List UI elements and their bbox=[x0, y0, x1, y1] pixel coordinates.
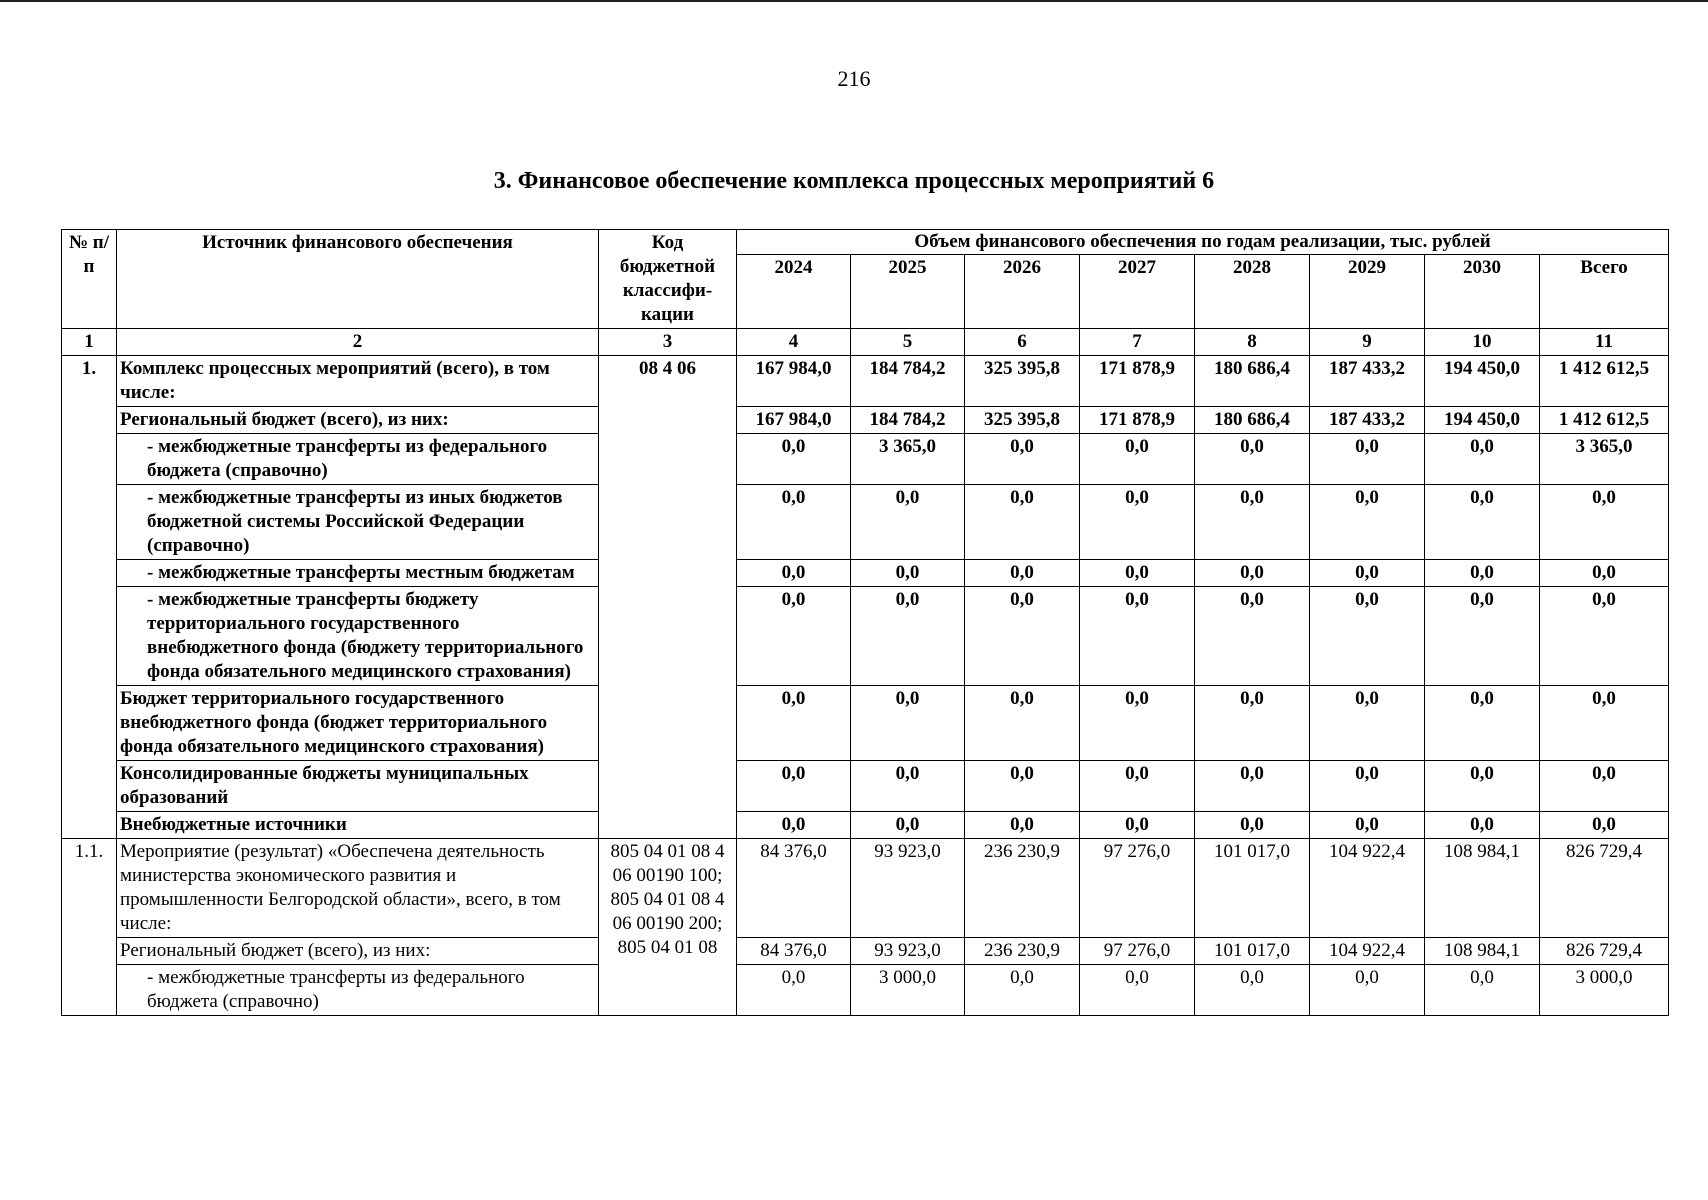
value-cell: 0,0 bbox=[1195, 812, 1310, 839]
source-label: Бюджет территориального государственного внебюджетного фонда (бюджет территориального фонда обязательного медицинского страхования) bbox=[117, 686, 599, 761]
group-2-body bbox=[62, 839, 1669, 1016]
value-cell: 325 395,8 bbox=[965, 356, 1080, 407]
value-cell: 0,0 bbox=[1080, 434, 1195, 485]
value-cell: 180 686,4 bbox=[1195, 407, 1310, 434]
source-label: - межбюджетные трансферты местным бюджетам bbox=[117, 560, 599, 587]
value-total: 0,0 bbox=[1540, 812, 1669, 839]
header-num: № п/п bbox=[62, 230, 117, 329]
index-cell: 3 bbox=[599, 329, 737, 356]
table-row bbox=[62, 587, 1669, 686]
header-code: Код бюджетной классифи-кации bbox=[599, 230, 737, 329]
table-row bbox=[62, 761, 1669, 812]
value-cell: 0,0 bbox=[1425, 965, 1540, 1016]
value-cell: 108 984,1 bbox=[1425, 839, 1540, 938]
value-cell: 0,0 bbox=[965, 761, 1080, 812]
value-cell: 97 276,0 bbox=[1080, 938, 1195, 965]
value-cell: 0,0 bbox=[737, 965, 851, 1016]
table-row bbox=[62, 965, 1669, 1016]
source-label: Мероприятие (результат) «Обеспечена деятельность министерства экономического развития и промышленности Белгородской области», всего, в том числе: bbox=[117, 839, 599, 938]
value-cell: 0,0 bbox=[851, 587, 965, 686]
index-cell: 9 bbox=[1310, 329, 1425, 356]
value-cell: 0,0 bbox=[1425, 587, 1540, 686]
index-cell: 1 bbox=[62, 329, 117, 356]
value-cell: 0,0 bbox=[1195, 434, 1310, 485]
value-cell: 171 878,9 bbox=[1080, 407, 1195, 434]
value-cell: 180 686,4 bbox=[1195, 356, 1310, 407]
value-cell: 104 922,4 bbox=[1310, 839, 1425, 938]
index-cell: 11 bbox=[1540, 329, 1669, 356]
value-cell: 167 984,0 bbox=[737, 356, 851, 407]
value-total: 0,0 bbox=[1540, 587, 1669, 686]
table-row bbox=[62, 686, 1669, 761]
value-cell: 0,0 bbox=[1425, 686, 1540, 761]
value-cell: 325 395,8 bbox=[965, 407, 1080, 434]
value-cell: 184 784,2 bbox=[851, 356, 965, 407]
value-total: 826 729,4 bbox=[1540, 839, 1669, 938]
header-year: 2028 bbox=[1195, 255, 1310, 329]
table-row bbox=[62, 812, 1669, 839]
value-total: 0,0 bbox=[1540, 761, 1669, 812]
header-year: 2026 bbox=[965, 255, 1080, 329]
value-cell: 236 230,9 bbox=[965, 938, 1080, 965]
value-cell: 0,0 bbox=[851, 812, 965, 839]
financing-table bbox=[61, 229, 1669, 1016]
value-cell: 104 922,4 bbox=[1310, 938, 1425, 965]
source-label: - межбюджетные трансферты из федерального бюджета (справочно) bbox=[117, 434, 599, 485]
source-label: Внебюджетные источники bbox=[117, 812, 599, 839]
table-row bbox=[62, 434, 1669, 485]
value-cell: 0,0 bbox=[1195, 965, 1310, 1016]
value-total: 1 412 612,5 bbox=[1540, 407, 1669, 434]
value-cell: 0,0 bbox=[1195, 485, 1310, 560]
index-cell: 4 bbox=[737, 329, 851, 356]
value-cell: 0,0 bbox=[1425, 560, 1540, 587]
header-year: 2027 bbox=[1080, 255, 1195, 329]
index-cell: 6 bbox=[965, 329, 1080, 356]
value-cell: 184 784,2 bbox=[851, 407, 965, 434]
value-cell: 0,0 bbox=[737, 485, 851, 560]
header-year: 2025 bbox=[851, 255, 965, 329]
index-cell: 7 bbox=[1080, 329, 1195, 356]
value-total: 3 000,0 bbox=[1540, 965, 1669, 1016]
header-year: 2029 bbox=[1310, 255, 1425, 329]
value-cell: 0,0 bbox=[851, 485, 965, 560]
budget-code: 08 4 06 bbox=[599, 356, 737, 839]
source-label: Региональный бюджет (всего), из них: bbox=[117, 938, 599, 965]
value-cell: 0,0 bbox=[1080, 686, 1195, 761]
value-cell: 0,0 bbox=[1425, 761, 1540, 812]
header-year: 2024 bbox=[737, 255, 851, 329]
value-cell: 0,0 bbox=[965, 686, 1080, 761]
row-number: 1.1. bbox=[62, 839, 117, 1016]
value-cell: 0,0 bbox=[737, 587, 851, 686]
value-cell: 97 276,0 bbox=[1080, 839, 1195, 938]
value-cell: 187 433,2 bbox=[1310, 407, 1425, 434]
value-cell: 0,0 bbox=[851, 560, 965, 587]
value-cell: 0,0 bbox=[1310, 434, 1425, 485]
value-cell: 0,0 bbox=[851, 761, 965, 812]
value-cell: 0,0 bbox=[965, 587, 1080, 686]
value-cell: 3 000,0 bbox=[851, 965, 965, 1016]
value-cell: 0,0 bbox=[1310, 761, 1425, 812]
value-cell: 101 017,0 bbox=[1195, 938, 1310, 965]
value-cell: 187 433,2 bbox=[1310, 356, 1425, 407]
index-cell: 10 bbox=[1425, 329, 1540, 356]
header-volume: Объем финансового обеспечения по годам реализации, тыс. рублей bbox=[737, 230, 1669, 255]
top-border-line bbox=[0, 0, 1708, 2]
budget-code: 805 04 01 08 4 06 00190 100; 805 04 01 08 4 06 00190 200; 805 04 01 08 bbox=[599, 839, 737, 1016]
value-cell: 0,0 bbox=[737, 812, 851, 839]
value-cell: 0,0 bbox=[1310, 686, 1425, 761]
value-cell: 0,0 bbox=[737, 560, 851, 587]
value-cell: 0,0 bbox=[1080, 761, 1195, 812]
value-cell: 0,0 bbox=[737, 434, 851, 485]
table-row bbox=[62, 407, 1669, 434]
value-cell: 84 376,0 bbox=[737, 938, 851, 965]
value-cell: 0,0 bbox=[851, 686, 965, 761]
value-cell: 0,0 bbox=[965, 560, 1080, 587]
value-total: 0,0 bbox=[1540, 485, 1669, 560]
value-cell: 0,0 bbox=[1425, 485, 1540, 560]
table-row bbox=[62, 839, 1669, 938]
value-total: 3 365,0 bbox=[1540, 434, 1669, 485]
value-cell: 0,0 bbox=[965, 965, 1080, 1016]
value-cell: 3 365,0 bbox=[851, 434, 965, 485]
page-number: 216 bbox=[837, 66, 871, 91]
value-cell: 101 017,0 bbox=[1195, 839, 1310, 938]
table-row bbox=[62, 938, 1669, 965]
header-row-1 bbox=[62, 230, 1669, 255]
header-year: 2030 bbox=[1425, 255, 1540, 329]
value-cell: 0,0 bbox=[1310, 812, 1425, 839]
value-cell: 108 984,1 bbox=[1425, 938, 1540, 965]
value-total: 0,0 bbox=[1540, 560, 1669, 587]
source-label: Консолидированные бюджеты муниципальных образований bbox=[117, 761, 599, 812]
value-cell: 0,0 bbox=[1310, 965, 1425, 1016]
value-cell: 0,0 bbox=[1195, 587, 1310, 686]
value-cell: 0,0 bbox=[1195, 761, 1310, 812]
row-number: 1. bbox=[62, 356, 117, 839]
value-cell: 0,0 bbox=[737, 686, 851, 761]
value-cell: 236 230,9 bbox=[965, 839, 1080, 938]
value-cell: 0,0 bbox=[1080, 812, 1195, 839]
value-total: 826 729,4 bbox=[1540, 938, 1669, 965]
value-cell: 93 923,0 bbox=[851, 938, 965, 965]
value-cell: 0,0 bbox=[737, 761, 851, 812]
value-cell: 93 923,0 bbox=[851, 839, 965, 938]
page-title: 3. Финансовое обеспечение комплекса процессных мероприятий 6 bbox=[493, 168, 1215, 194]
source-label: - межбюджетные трансферты бюджету территориального государственного внебюджетного фонда (бюджету территориального фонда обязательного медицинского страхования) bbox=[117, 587, 599, 686]
table-row bbox=[62, 485, 1669, 560]
value-cell: 0,0 bbox=[965, 812, 1080, 839]
value-cell: 194 450,0 bbox=[1425, 407, 1540, 434]
value-cell: 0,0 bbox=[1080, 587, 1195, 686]
source-label: Комплекс процессных мероприятий (всего), в том числе: bbox=[117, 356, 599, 407]
table-row bbox=[62, 356, 1669, 407]
value-cell: 0,0 bbox=[965, 434, 1080, 485]
value-cell: 0,0 bbox=[1425, 434, 1540, 485]
value-cell: 0,0 bbox=[1080, 485, 1195, 560]
source-label: - межбюджетные трансферты из федерального бюджета (справочно) bbox=[117, 965, 599, 1016]
index-cell: 8 bbox=[1195, 329, 1310, 356]
group-1-body bbox=[62, 356, 1669, 839]
value-cell: 0,0 bbox=[1080, 560, 1195, 587]
value-cell: 0,0 bbox=[965, 485, 1080, 560]
index-row bbox=[62, 329, 1669, 356]
value-cell: 0,0 bbox=[1310, 485, 1425, 560]
value-total: 1 412 612,5 bbox=[1540, 356, 1669, 407]
value-cell: 194 450,0 bbox=[1425, 356, 1540, 407]
value-cell: 167 984,0 bbox=[737, 407, 851, 434]
value-cell: 84 376,0 bbox=[737, 839, 851, 938]
source-label: - межбюджетные трансферты из иных бюджетов бюджетной системы Российской Федерации (справочно) bbox=[117, 485, 599, 560]
header-total: Всего bbox=[1540, 255, 1669, 329]
value-total: 0,0 bbox=[1540, 686, 1669, 761]
source-label: Региональный бюджет (всего), из них: bbox=[117, 407, 599, 434]
index-cell: 2 bbox=[117, 329, 599, 356]
header-source: Источник финансового обеспечения bbox=[117, 230, 599, 329]
index-cell: 5 bbox=[851, 329, 965, 356]
value-cell: 0,0 bbox=[1310, 560, 1425, 587]
value-cell: 171 878,9 bbox=[1080, 356, 1195, 407]
value-cell: 0,0 bbox=[1425, 812, 1540, 839]
value-cell: 0,0 bbox=[1310, 587, 1425, 686]
value-cell: 0,0 bbox=[1195, 560, 1310, 587]
value-cell: 0,0 bbox=[1195, 686, 1310, 761]
table-row bbox=[62, 560, 1669, 587]
value-cell: 0,0 bbox=[1080, 965, 1195, 1016]
